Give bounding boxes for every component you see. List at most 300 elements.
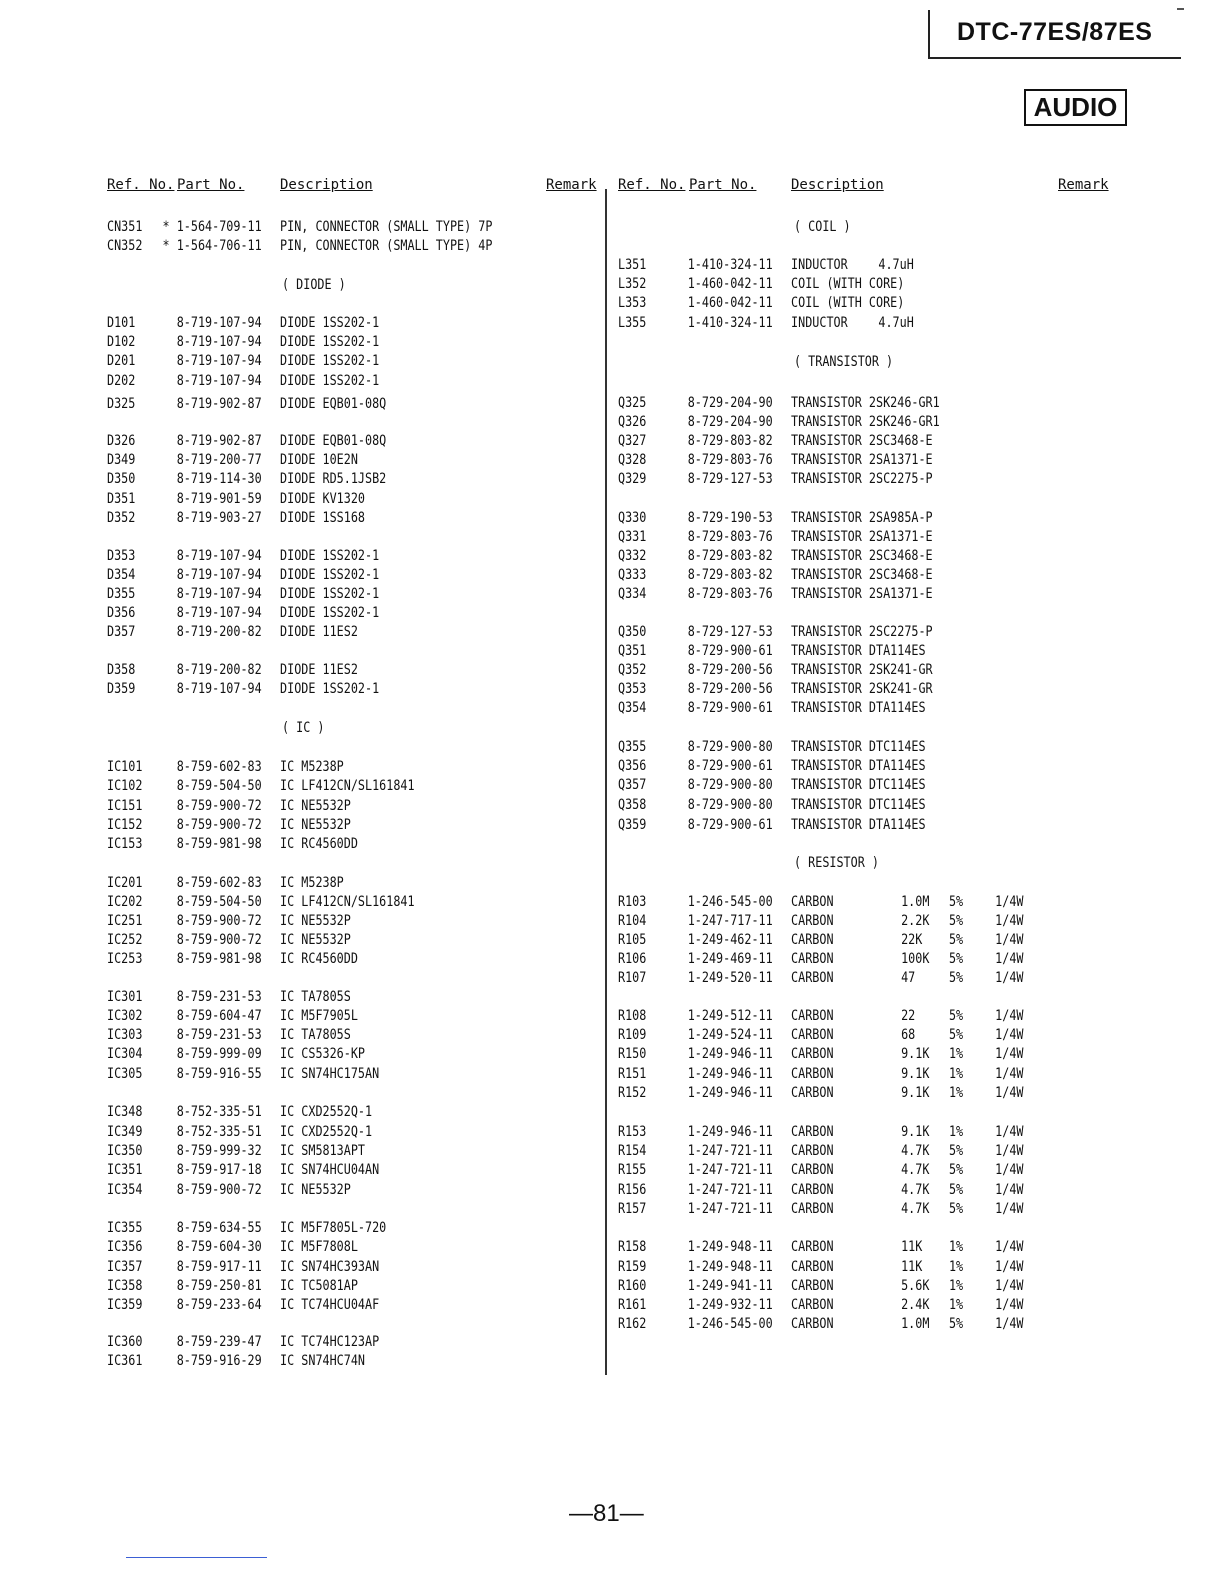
tolerance: 1% [948,1278,964,1294]
part-description: CARBON [791,1316,834,1332]
resistance-value: 4.7K [901,1201,930,1217]
parts-row [107,333,544,352]
parts-row [618,470,1055,489]
ref-number: R152 [618,1085,647,1101]
ref-number: IC361 [107,1353,143,1369]
right-col-desc-heading: Description [791,177,884,193]
part-description: IC M5F7805L-720 [280,1220,387,1236]
ref-number: Q334 [618,586,647,602]
corner-mark [1177,8,1184,10]
part-description: IC RC4560DD [280,836,358,852]
part-description: IC TC74HCU04AF [280,1297,380,1313]
ref-number: IC358 [107,1278,143,1294]
part-number: 8-759-999-32 [176,1143,262,1159]
part-number: 8-759-604-47 [176,1008,262,1024]
parts-row [107,1161,544,1180]
ref-number: R160 [618,1278,647,1294]
part-description: TRANSISTOR 2SA1371-E [791,529,933,545]
parts-row [618,1258,1055,1277]
ref-number: IC354 [107,1182,143,1198]
part-description: IC SN74HC175AN [280,1066,380,1082]
tolerance: 5% [948,1008,964,1024]
wattage: 1/4W [995,1008,1024,1024]
part-number: 8-719-107-94 [176,681,262,697]
ref-number: Q351 [618,643,647,659]
parts-row [618,432,1055,451]
wattage: 1/4W [995,970,1024,986]
ref-number: Q357 [618,777,647,793]
part-description: DIODE 11ES2 [280,624,358,640]
parts-row [618,566,1055,585]
ref-number: Q330 [618,510,647,526]
ref-number: IC355 [107,1220,143,1236]
parts-row [107,680,544,699]
part-description: DIODE 1SS202-1 [280,681,380,697]
part-description: TRANSISTOR DTA114ES [791,817,926,833]
part-number: 1-246-545-00 [687,1316,773,1332]
part-description: TRANSISTOR DTC114ES [791,739,926,755]
left-col-remark-heading: Remark [546,177,597,193]
part-number: 8-729-200-56 [687,681,773,697]
part-description: IC RC4560DD [280,951,358,967]
parts-row [618,1277,1055,1296]
parts-row [107,1333,544,1352]
part-description: CARBON [791,1239,834,1255]
part-number: 8-729-803-82 [687,548,773,564]
ref-number: Q333 [618,567,647,583]
parts-row [618,1065,1055,1084]
resistance-value: 68 [901,1027,916,1043]
tolerance: 1% [948,1259,964,1275]
ref-number: IC351 [107,1162,143,1178]
ref-number: R151 [618,1066,647,1082]
part-description: COIL (WITH CORE) [791,295,905,311]
part-description: TRANSISTOR 2SA1371-E [791,452,933,468]
wattage: 1/4W [995,1046,1024,1062]
part-number: 8-759-504-50 [176,894,262,910]
part-description: CARBON [791,913,834,929]
part-description: IC M5238P [280,875,344,891]
part-description: IC TA7805S [280,1027,351,1043]
part-number: 8-729-803-76 [687,452,773,468]
parts-row [618,969,1055,988]
parts-row [107,1296,544,1315]
part-description: IC NE5532P [280,817,351,833]
parts-row [618,451,1055,470]
resistance-value: 9.1K [901,1066,930,1082]
ref-number: Q356 [618,758,647,774]
part-number: 8-759-981-98 [176,951,262,967]
part-number: 8-759-250-81 [176,1278,262,1294]
tolerance: 5% [948,970,964,986]
ref-number: CN352 [107,238,143,254]
part-description: DIODE KV1320 [280,491,366,507]
part-number: 1-410-324-11 [687,257,773,273]
parts-row [618,394,1055,413]
ref-number: D354 [107,567,136,583]
parts-row [107,604,544,623]
parts-row [618,1084,1055,1103]
ref-number: Q329 [618,471,647,487]
part-number: 8-729-803-76 [687,586,773,602]
right-col-part-heading: Part No. [689,177,757,193]
part-description: TRANSISTOR DTC114ES [791,797,926,813]
ref-number: D353 [107,548,136,564]
parts-row [107,893,544,912]
part-description: IC SM5813APT [280,1143,366,1159]
part-number: 1-247-721-11 [687,1143,773,1159]
parts-row [618,1181,1055,1200]
ref-number: D101 [107,315,136,331]
parts-row [618,528,1055,547]
parts-row [107,547,544,566]
wattage: 1/4W [995,1162,1024,1178]
tolerance: 5% [948,894,964,910]
parts-row [107,566,544,585]
part-number: 8-729-803-82 [687,433,773,449]
ref-number: Q327 [618,433,647,449]
part-number: 8-759-602-83 [176,875,262,891]
resistance-value: 22 [901,1008,916,1024]
part-description: TRANSISTOR 2SC2275-P [791,624,933,640]
ref-number: D355 [107,586,136,602]
ref-number: IC101 [107,759,143,775]
parts-row [618,1200,1055,1219]
tolerance: 1% [948,1239,964,1255]
part-number: 1-249-932-11 [687,1297,773,1313]
tolerance: 1% [948,1297,964,1313]
page-number: —81— [569,1500,644,1527]
ref-number: IC302 [107,1008,143,1024]
part-number: 1-410-324-11 [687,315,773,331]
part-description: IC CXD2552Q-1 [280,1104,373,1120]
part-number: 8-759-900-72 [176,1182,262,1198]
part-number: 8-729-900-80 [687,739,773,755]
ref-number: R153 [618,1124,647,1140]
part-number: 1-247-721-11 [687,1182,773,1198]
parts-row [618,642,1055,661]
ref-number: R105 [618,932,647,948]
part-number: 8-729-127-53 [687,471,773,487]
ref-number: Q358 [618,797,647,813]
parts-row [618,623,1055,642]
part-number: 8-759-233-64 [176,1297,262,1313]
part-description: CARBON [791,1046,834,1062]
parts-row [107,1065,544,1084]
part-description: TRANSISTOR 2SC3468-E [791,433,933,449]
part-description: TRANSISTOR 2SK246-GR1 [791,414,940,430]
part-number: 8-719-107-94 [176,315,262,331]
parts-row [107,1238,544,1257]
parts-row [618,757,1055,776]
tolerance: 5% [948,951,964,967]
part-description: INDUCTOR [791,315,848,331]
part-number: 8-759-231-53 [176,989,262,1005]
part-description: IC NE5532P [280,1182,351,1198]
wattage: 1/4W [995,1297,1024,1313]
ref-number: Q354 [618,700,647,716]
part-number: 1-247-717-11 [687,913,773,929]
wattage: 1/4W [995,1143,1024,1159]
ref-number: IC359 [107,1297,143,1313]
ref-number: IC303 [107,1027,143,1043]
parts-row [618,275,1055,294]
left-col-desc-heading: Description [280,177,373,193]
column-divider [605,189,607,1375]
parts-row [107,623,544,642]
left-col-ref-heading: Ref. No. [107,177,175,193]
wattage: 1/4W [995,951,1024,967]
ref-number: R103 [618,894,647,910]
part-number: 1-249-462-11 [687,932,773,948]
part-description: IC LF412CN/SL161841 [280,778,415,794]
footer-rule [126,1557,267,1558]
ref-number: R156 [618,1182,647,1198]
part-description: TRANSISTOR 2SK241-GR [791,681,933,697]
ref-number: IC253 [107,951,143,967]
tolerance: 5% [948,1162,964,1178]
part-description: IC M5F7905L [280,1008,358,1024]
part-number: 8-719-107-94 [176,605,262,621]
parts-row [618,294,1055,313]
part-number: 1-247-721-11 [687,1201,773,1217]
ref-number: IC252 [107,932,143,948]
ref-number: IC356 [107,1239,143,1255]
part-description: DIODE 1SS202-1 [280,334,380,350]
ref-number: R155 [618,1162,647,1178]
resistance-value: 47 [901,970,916,986]
part-description: CARBON [791,1259,834,1275]
parts-row [618,1007,1055,1026]
part-number: 8-729-900-80 [687,797,773,813]
resistance-value: 5.6K [901,1278,930,1294]
part-description: IC NE5532P [280,798,351,814]
parts-row [618,1123,1055,1142]
wattage: 1/4W [995,1085,1024,1101]
parts-row [618,1045,1055,1064]
part-description: IC CXD2552Q-1 [280,1124,373,1140]
part-description: CARBON [791,1182,834,1198]
ref-number: IC305 [107,1066,143,1082]
part-description: TRANSISTOR DTA114ES [791,643,926,659]
wattage: 1/4W [995,1278,1024,1294]
parts-row [107,931,544,950]
part-number: 8-719-901-59 [176,491,262,507]
ref-number: D349 [107,452,136,468]
part-description: DIODE 1SS202-1 [280,605,380,621]
part-number: 8-719-200-82 [176,624,262,640]
part-description: IC NE5532P [280,932,351,948]
part-number: 8-719-107-94 [176,567,262,583]
parts-row [618,1238,1055,1257]
ref-number: IC102 [107,778,143,794]
part-number: 1-249-948-11 [687,1259,773,1275]
part-number: 8-719-107-94 [176,334,262,350]
safety-mark: * [162,219,170,235]
ref-number: R106 [618,951,647,967]
part-description: TRANSISTOR 2SA985A-P [791,510,933,526]
parts-row [107,1007,544,1026]
ref-number: Q359 [618,817,647,833]
resistance-value: 2.4K [901,1297,930,1313]
tolerance: 5% [948,1182,964,1198]
parts-row [618,950,1055,969]
parts-row [107,777,544,796]
ref-number: IC201 [107,875,143,891]
ref-number: IC360 [107,1334,143,1350]
ref-number: CN351 [107,219,143,235]
wattage: 1/4W [995,1027,1024,1043]
ref-number: R157 [618,1201,647,1217]
part-number: 8-719-200-82 [176,662,262,678]
parts-row [107,797,544,816]
parts-row [618,738,1055,757]
header-vertical-rule [928,10,930,58]
part-description: TRANSISTOR 2SK241-GR [791,662,933,678]
parts-row [107,1123,544,1142]
part-description: CARBON [791,970,834,986]
part-description: PIN, CONNECTOR (SMALL TYPE) 7P [280,219,493,235]
ref-number: Q355 [618,739,647,755]
part-number: 1-249-948-11 [687,1239,773,1255]
part-description: DIODE 11ES2 [280,662,358,678]
resistance-value: 4.7K [901,1162,930,1178]
part-description: TRANSISTOR 2SK246-GR1 [791,395,940,411]
part-description: CARBON [791,1066,834,1082]
resistance-value: 2.2K [901,913,930,929]
tolerance: 1% [948,1124,964,1140]
part-number: 1-249-946-11 [687,1124,773,1140]
resistance-value: 22K [901,932,923,948]
model-title: DTC-77ES/87ES [957,18,1153,46]
ref-number: D359 [107,681,136,697]
part-number: 8-719-107-94 [176,586,262,602]
parts-row [618,256,1055,275]
part-number: 8-719-902-87 [176,396,262,412]
ref-number: IC151 [107,798,143,814]
parts-row [618,776,1055,795]
parts-row [618,1142,1055,1161]
parts-row [107,1277,544,1296]
part-number: 8-759-602-83 [176,759,262,775]
parts-row [107,218,544,237]
ref-number: L353 [618,295,647,311]
parts-row [618,699,1055,718]
ref-number: Q325 [618,395,647,411]
header-horizontal-rule [928,57,1181,59]
resistance-value: 1.0M [901,1316,930,1332]
part-number: 1-460-042-11 [687,276,773,292]
ref-number: IC348 [107,1104,143,1120]
part-number: 8-729-200-56 [687,662,773,678]
wattage: 1/4W [995,894,1024,910]
part-description: IC LF412CN/SL161841 [280,894,415,910]
parts-row [107,372,544,391]
part-number: 8-759-634-55 [176,1220,262,1236]
part-description: TRANSISTOR 2SC3468-E [791,548,933,564]
parts-row [107,874,544,893]
tolerance: 1% [948,1046,964,1062]
ref-number: R162 [618,1316,647,1332]
tolerance: 5% [948,1027,964,1043]
part-description: INDUCTOR [791,257,848,273]
part-description: IC M5238P [280,759,344,775]
part-description: IC M5F7808L [280,1239,358,1255]
parts-row [618,931,1055,950]
part-number: 1-249-946-11 [687,1046,773,1062]
part-description: COIL (WITH CORE) [791,276,905,292]
tolerance: 5% [948,913,964,929]
parts-row [107,1181,544,1200]
part-number: 8-729-190-53 [687,510,773,526]
ref-number: R158 [618,1239,647,1255]
ref-number: D102 [107,334,136,350]
part-number: 8-759-917-11 [176,1259,262,1275]
category-title-transistor: ( TRANSISTOR ) [794,354,894,370]
part-description: DIODE 1SS168 [280,510,366,526]
part-number: 8-729-900-80 [687,777,773,793]
part-number: 1-246-545-00 [687,894,773,910]
part-description: DIODE 1SS202-1 [280,353,380,369]
ref-number: IC350 [107,1143,143,1159]
ref-number: D356 [107,605,136,621]
part-number: 8-729-900-61 [687,700,773,716]
resistance-value: 9.1K [901,1046,930,1062]
resistance-value: 4.7K [901,1182,930,1198]
resistance-value: 11K [901,1239,923,1255]
tolerance: 5% [948,1201,964,1217]
part-description: DIODE EQB01-08Q [280,433,387,449]
part-description: DIODE 1SS202-1 [280,567,380,583]
category-title-diode: ( DIODE ) [282,277,346,293]
ref-number: IC304 [107,1046,143,1062]
ref-number: L351 [618,257,647,273]
parts-row [618,893,1055,912]
ref-number: D325 [107,396,136,412]
parts-row [618,509,1055,528]
parts-row [107,835,544,854]
part-number: 8-719-107-94 [176,353,262,369]
ref-number: D352 [107,510,136,526]
ref-number: D358 [107,662,136,678]
part-description: CARBON [791,1162,834,1178]
parts-row [618,796,1055,815]
wattage: 1/4W [995,1259,1024,1275]
ref-number: IC153 [107,836,143,852]
tolerance: 1% [948,1066,964,1082]
part-description: IC SN74HC393AN [280,1259,380,1275]
part-number: 1-249-469-11 [687,951,773,967]
section-label: AUDIO [1024,89,1127,126]
ref-number: L352 [618,276,647,292]
part-number: 8-759-231-53 [176,1027,262,1043]
part-description: DIODE 1SS202-1 [280,548,380,564]
part-description: CARBON [791,1143,834,1159]
parts-row [107,1103,544,1122]
parts-row [107,470,544,489]
wattage: 1/4W [995,1124,1024,1140]
part-number: 8-759-900-72 [176,913,262,929]
right-col-ref-heading: Ref. No. [618,177,686,193]
parts-row [107,758,544,777]
part-description: CARBON [791,1008,834,1024]
wattage: 1/4W [995,1239,1024,1255]
part-number: 1-247-721-11 [687,1162,773,1178]
part-number: 1-249-946-11 [687,1085,773,1101]
part-number: 8-729-900-61 [687,817,773,833]
parts-row [107,1142,544,1161]
parts-row [107,661,544,680]
